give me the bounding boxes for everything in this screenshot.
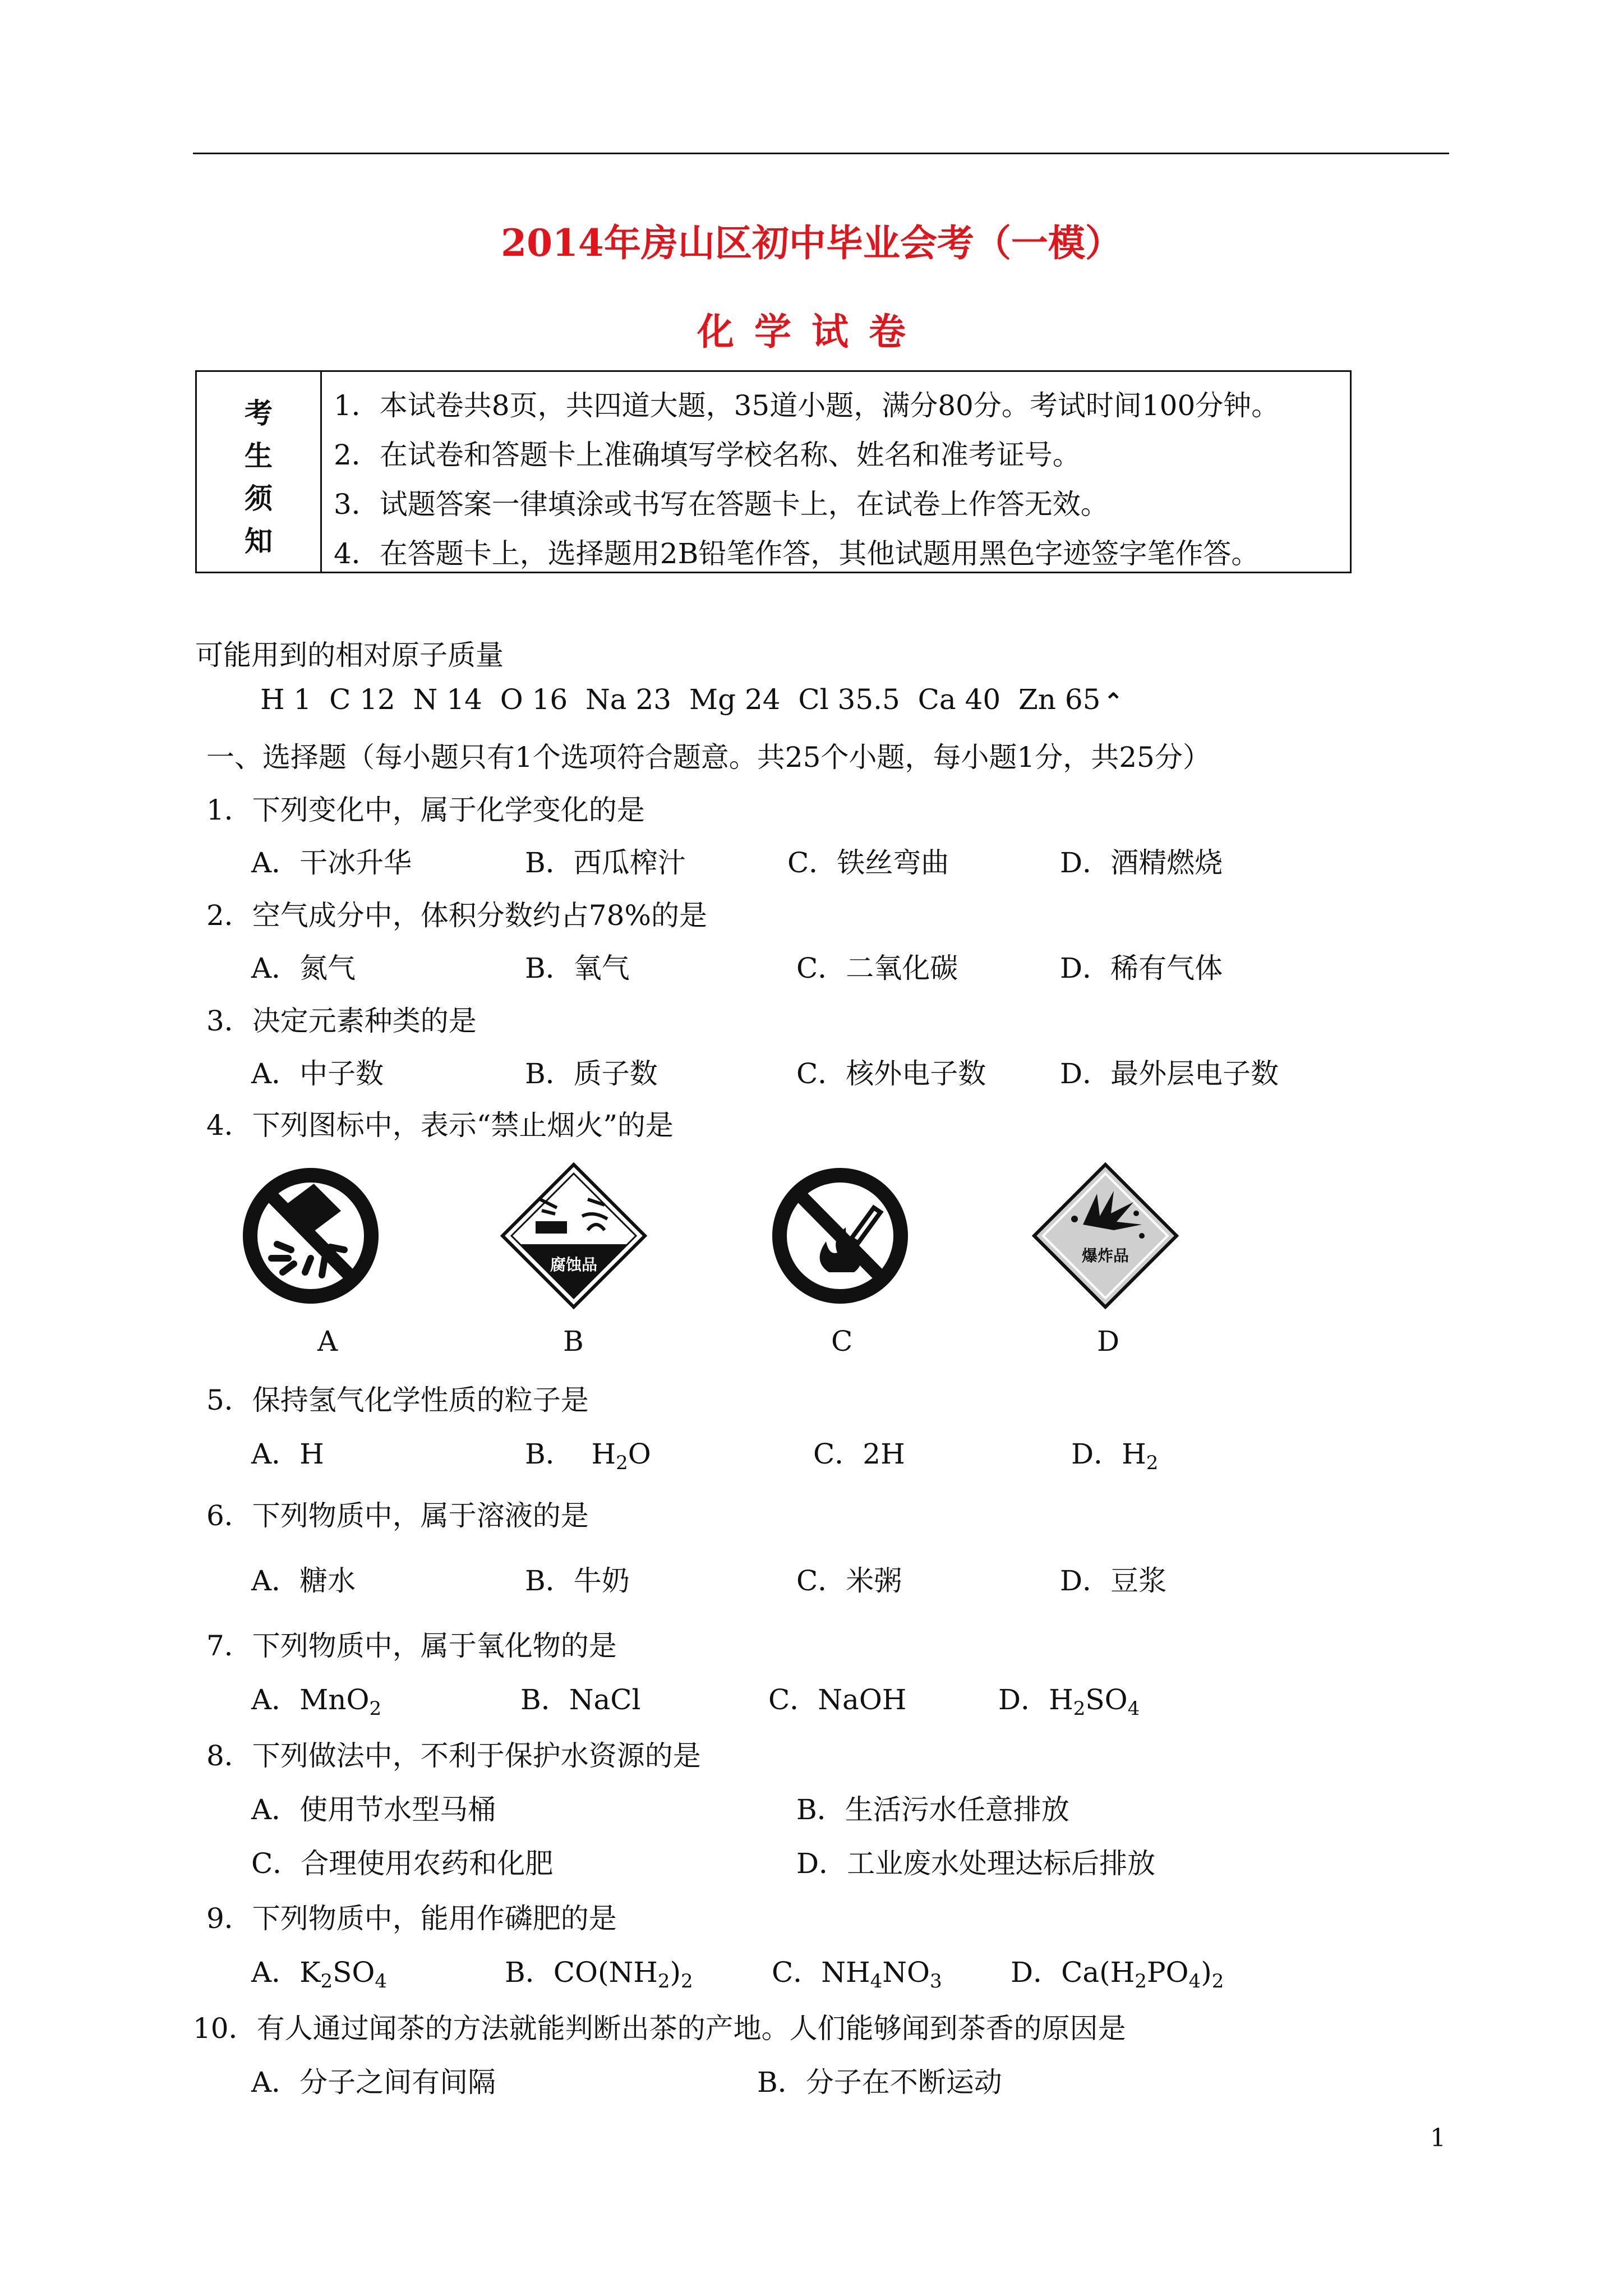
sign-label-d: D	[1097, 1325, 1120, 1358]
no-fire-sign-icon	[767, 1160, 913, 1312]
exam-subtitle: 化学试卷	[697, 310, 926, 353]
question-8-stem: 8．下列做法中，不利于保护水资源的是	[206, 1740, 701, 1772]
notice-item: 2．在试卷和答题卡上准确填写学校名称、姓名和准考证号。	[334, 439, 1081, 471]
atomic-mass-list	[260, 683, 1123, 716]
q8-option-a: A．使用节水型马桶	[251, 1793, 496, 1826]
q9-option-c: C．$NH_4NO_3$	[772, 1956, 942, 1993]
q3-option-b: B．质子数	[525, 1057, 658, 1090]
q6-option-b: B．牛奶	[525, 1565, 630, 1597]
q5-option-a: A．H	[251, 1438, 324, 1470]
q6-option-a: A．糖水	[251, 1565, 356, 1597]
q7-option-d: D．$H_2SO_4$	[998, 1683, 1140, 1720]
q2-option-c: C．二氧化碳	[796, 952, 958, 984]
question-6-stem: 6．下列物质中，属于溶液的是	[206, 1499, 589, 1532]
q2-option-d: D．稀有气体	[1060, 952, 1223, 984]
q7-option-b: B．NaCl	[520, 1683, 641, 1716]
q3-option-a: A．中子数	[251, 1057, 384, 1090]
q3-option-c: C．核外电子数	[796, 1057, 986, 1090]
sign-c-no-fire	[767, 1160, 913, 1312]
q6-option-d: D．豆浆	[1060, 1565, 1167, 1597]
question-5-stem: 5．保持氢气化学性质的粒子是	[206, 1384, 589, 1416]
question-1-stem: 1．下列变化中，属于化学变化的是	[206, 794, 645, 826]
sign-b-corrosive	[498, 1160, 649, 1312]
notice-header-char: 考	[245, 397, 273, 430]
sign-label-c: C	[831, 1325, 853, 1358]
q1-option-d: D．酒精燃烧	[1060, 846, 1223, 879]
header-rule	[193, 153, 1449, 154]
notice-header-char: 知	[245, 524, 273, 558]
exam-title: 2014年房山区初中毕业会考（一模）	[501, 221, 1122, 265]
q8-option-c: C．合理使用农药和化肥	[251, 1847, 554, 1880]
sign-d-text: 爆炸品	[1081, 1246, 1129, 1265]
q10-option-b: B．分子在不断运动	[757, 2066, 1002, 2099]
notice-item: 1．本试卷共8页，共四道大题，35道小题，满分80分。考试时间100分钟。	[334, 389, 1280, 422]
caret-up-icon: ⌃	[1104, 688, 1123, 715]
q1-option-c: C．铁丝弯曲	[787, 846, 949, 879]
no-fireworks-sign-icon	[238, 1160, 384, 1312]
q2-option-b: B．氧气	[525, 952, 630, 984]
question-2-stem: 2．空气成分中，体积分数约占78%的是	[206, 899, 707, 932]
corrosive-sign-icon	[498, 1160, 649, 1312]
question-3-stem: 3．决定元素种类的是	[206, 1005, 477, 1037]
q5-option-d: D．$H_2$	[1071, 1438, 1159, 1474]
notice-item: 4．在答题卡上，选择题用2B铅笔作答，其他试题用黑色字迹签字笔作答。	[334, 537, 1260, 570]
q6-option-c: C．米粥	[796, 1565, 902, 1597]
sign-label-a: A	[317, 1325, 338, 1358]
question-4-stem: 4．下列图标中，表示“禁止烟火”的是	[206, 1109, 674, 1142]
q1-option-a: A．干冰升华	[251, 846, 412, 879]
atomic-mass-title: 可能用到的相对原子质量	[195, 639, 504, 671]
notice-item: 3．试题答案一律填涂或书写在答题卡上，在试卷上作答无效。	[334, 488, 1109, 521]
q8-option-d: D．工业废水处理达标后排放	[796, 1847, 1156, 1880]
notice-header	[197, 372, 322, 572]
q1-option-b: B．西瓜榨汁	[525, 846, 686, 879]
q9-option-b: B．$CO(NH_2)_2$	[505, 1956, 693, 1993]
atomic-mass-values: H 1 C 12 N 14 O 16 Na 23 Mg 24 Cl 35.5 Ca 40 Zn 65	[260, 683, 1101, 716]
q7-option-a: A．MnO$_2$	[251, 1683, 382, 1720]
q7-option-c: C．NaOH	[768, 1683, 907, 1716]
q5-option-b: B． $H_2O$	[525, 1438, 651, 1474]
notice-header-char: 生	[245, 439, 273, 472]
q2-option-a: A．氮气	[251, 952, 356, 984]
question-9-stem: 9．下列物质中，能用作磷肥的是	[206, 1902, 617, 1935]
q3-option-d: D．最外层电子数	[1060, 1057, 1279, 1090]
notice-header-char: 须	[245, 482, 273, 515]
q10-option-a: A．分子之间有间隔	[251, 2066, 496, 2099]
candidate-notice-box	[195, 370, 1352, 573]
sign-b-text: 腐蚀品	[550, 1255, 598, 1274]
section-one-title: 一、选择题（每小题只有1个选项符合题意。共25个小题，每小题1分，共25分）	[206, 741, 1211, 774]
question-10-stem: 10．有人通过闻茶的方法就能判断出茶的产地。人们能够闻到茶香的原因是	[193, 2012, 1126, 2045]
explosive-sign-icon	[1030, 1160, 1181, 1312]
sign-a-no-fireworks	[238, 1160, 384, 1312]
page-number: 1	[1430, 2124, 1446, 2152]
sign-d-explosive	[1030, 1160, 1181, 1312]
sign-label-b: B	[563, 1325, 584, 1358]
q5-option-c: C．2H	[813, 1438, 905, 1470]
question-7-stem: 7．下列物质中，属于氧化物的是	[206, 1630, 617, 1662]
q8-option-b: B．生活污水任意排放	[796, 1793, 1069, 1826]
q9-option-a: A．$K_2SO_4$	[251, 1956, 387, 1993]
q9-option-d: D．$Ca(H_2PO_4)_2$	[1011, 1956, 1224, 1993]
